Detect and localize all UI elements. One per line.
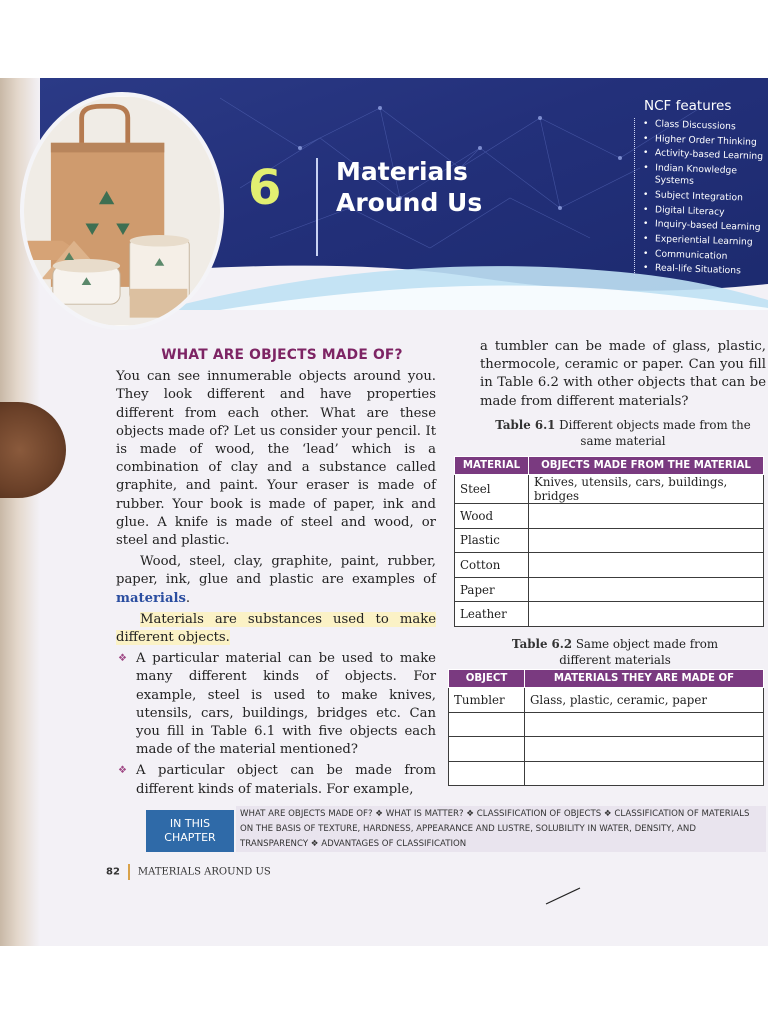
table-cell — [525, 737, 764, 762]
table-row — [449, 688, 764, 713]
photo-background-top — [0, 0, 768, 78]
ncf-feature-item: • Higher Order Thinking — [643, 133, 768, 150]
table-6-1-caption — [480, 417, 766, 449]
definition-highlight: Materials are substances used to make different objects. — [116, 611, 436, 646]
table-cell: Knives, utensils, cars, buildings, bridges — [529, 475, 764, 504]
table-header-cell: MATERIALS THEY ARE MADE OF — [525, 670, 764, 688]
table-row — [449, 737, 764, 762]
materials-paragraph — [116, 553, 436, 608]
in-this-chapter-line: CHAPTER — [164, 831, 216, 844]
in-this-chapter-line: IN THIS — [169, 817, 211, 830]
caption-label: Table 6.1 — [495, 417, 556, 432]
table-cell — [529, 602, 764, 627]
right-column — [480, 338, 766, 453]
running-title: MATERIALS AROUND US — [137, 866, 271, 878]
chapter-title: Materials Around Us — [336, 157, 483, 217]
materials-paragraph-text: Wood, steel, clay, graphite, paint, rubber, paper, ink, glue and plastic are examples of — [116, 554, 436, 588]
chapter-topics: WHAT ARE OBJECTS MADE OF? ❖ WHAT IS MATTER? ❖ CLASSIFICATION OF OBJECTS ❖ CLASSIFICATION OF MATERIALS ON THE BASIS OF TEXTURE, HARDNESS, APPEARANCE AND LUSTRE, SOLUBILITY IN WATER, DENSITY, AND TRANSPARENCY ❖ ADVANTAGES OF CLASSIFICATION — [236, 806, 766, 852]
table-header-cell: MATERIAL — [455, 457, 529, 475]
table-cell — [529, 577, 764, 602]
chapter-hero-image — [20, 92, 224, 330]
ncf-feature-item: • Class Discussions — [643, 118, 768, 135]
materials-paragraph-end: . — [185, 590, 191, 606]
table-row — [455, 553, 764, 578]
section-heading: WHAT ARE OBJECTS MADE OF? — [161, 347, 403, 363]
recycled-packaging-illustration — [24, 96, 220, 326]
table-row — [455, 602, 764, 627]
table-row — [455, 577, 764, 602]
table-cell: Wood — [455, 504, 529, 529]
table-cell: Tumbler — [449, 688, 525, 713]
table-cell — [449, 712, 525, 737]
ncf-feature-item: • Communication — [643, 248, 768, 265]
pen-stroke-mark — [540, 880, 590, 910]
table-row — [455, 475, 764, 504]
page-footer — [106, 864, 271, 880]
photo-background-bottom — [0, 946, 768, 1024]
ncf-feature-item: • Activity-based Learning — [643, 147, 768, 164]
table-row — [449, 712, 764, 737]
table-6-1 — [454, 456, 764, 627]
table-cell: Plastic — [455, 528, 529, 553]
ncf-feature-item: • Real-life Situations — [643, 262, 768, 279]
table-header-row — [449, 670, 764, 688]
table-cell: Steel — [455, 475, 529, 504]
table-cell: Leather — [455, 602, 529, 627]
table-header-cell: OBJECT — [449, 670, 525, 688]
key-term-materials: materials — [116, 590, 186, 606]
table-cell — [525, 761, 764, 786]
ncf-features-panel — [634, 98, 768, 277]
ncf-features-list — [634, 118, 768, 275]
table-cell — [529, 504, 764, 529]
table-cell: Paper — [455, 577, 529, 602]
ncf-features-title: NCF features — [644, 98, 732, 114]
table-cell — [529, 528, 764, 553]
intro-paragraph: You can see innumerable objects around you. They look different and have properties different from each other. What are these objects made of? Let us consider your pencil. It is made of wood, the ‘lead’ which is a combination of clay and a substance called graphite, and paint. Your eraser is made of rubber. Your book is made of paper, ink and glue. A knife is made of steel and wood, or steel and plastic. — [116, 369, 436, 549]
bullet-point: ❖ A particular material can be used to make many different kinds of objects. For example, steel is used to make knives, utensils, cars, buildings, bridges etc. Can you fill in Table 6.1 with five objects each made of the material mentioned? — [116, 650, 436, 759]
chapter-number: 6 — [248, 160, 282, 216]
ncf-feature-item: • Digital Literacy — [643, 204, 768, 221]
tumbler-paragraph: a tumbler can be made of glass, plastic, thermocole, ceramic or paper. Can you fill in Table 6.2 with other objects that can be made from different materials? — [480, 339, 766, 409]
chapter-divider — [316, 158, 318, 256]
ncf-feature-item: • Inquiry-based Learning — [643, 218, 768, 235]
caption-text: Same object made from different materials — [559, 637, 719, 667]
caption-label: Table 6.2 — [511, 637, 573, 651]
caption-text: Different objects made from the same material — [559, 417, 751, 448]
table-cell — [449, 737, 525, 762]
table-cell: Glass, plastic, ceramic, paper — [525, 688, 764, 713]
left-column — [116, 346, 436, 802]
in-this-chapter-label — [146, 810, 234, 852]
table-cell — [525, 712, 764, 737]
table-cell — [529, 553, 764, 578]
table-6-2 — [448, 669, 764, 786]
table-6-2-caption — [500, 636, 730, 668]
table-cell: Cotton — [455, 553, 529, 578]
ncf-feature-item: • Subject Integration — [643, 189, 768, 206]
bullet-point: ❖ A particular object can be made from different kinds of materials. For example, — [116, 762, 436, 798]
table-row — [455, 528, 764, 553]
table-row — [449, 761, 764, 786]
ncf-feature-item: • Indian Knowledge Systems — [643, 162, 768, 191]
table-header-row — [455, 457, 764, 475]
footer-divider — [128, 864, 130, 880]
table-header-cell: OBJECTS MADE FROM THE MATERIAL — [529, 457, 764, 475]
table-cell — [449, 761, 525, 786]
ncf-feature-item: • Experiential Learning — [643, 233, 768, 250]
definition-paragraph — [116, 611, 436, 647]
table-row — [455, 504, 764, 529]
page-number: 82 — [106, 866, 120, 878]
